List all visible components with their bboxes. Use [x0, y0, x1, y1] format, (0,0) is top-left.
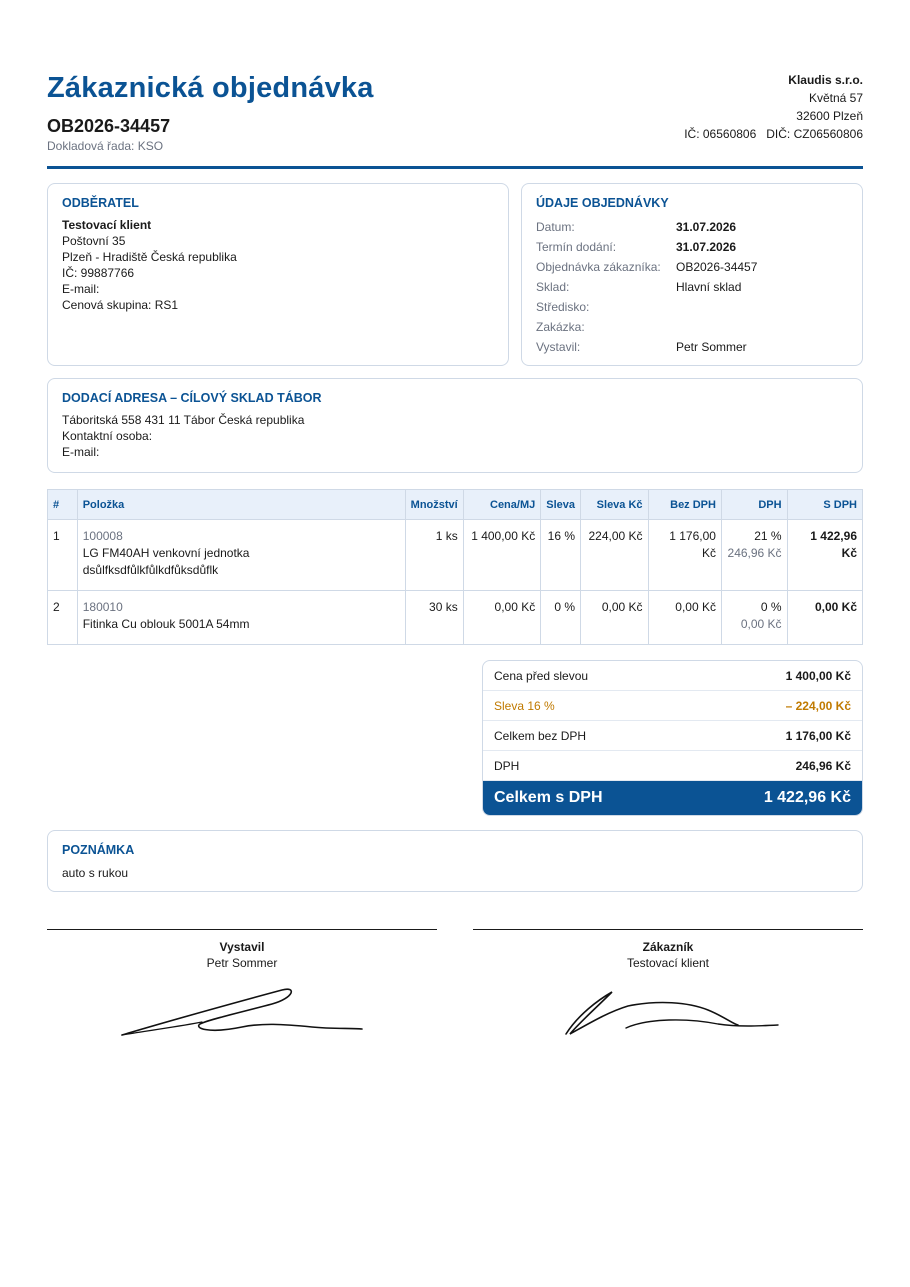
company-city: 32600 Plzeň — [796, 109, 863, 123]
header-divider — [47, 166, 863, 169]
row-discount: 16 % — [541, 520, 581, 591]
customer-title: ODBĚRATEL — [62, 196, 139, 210]
row-discount-amount: 0,00 Kč — [581, 591, 649, 645]
total-value: – 224,00 Kč — [785, 698, 851, 713]
order-row-delivery-date — [536, 237, 848, 257]
column-header: DPH — [721, 490, 787, 520]
grand-total-value: 1 422,96 Kč — [763, 789, 851, 806]
column-header: Bez DPH — [648, 490, 721, 520]
signature-customer — [473, 929, 863, 1042]
total-before-discount — [483, 661, 862, 691]
row-gross: 0,00 Kč — [787, 591, 862, 645]
signature-name: Testovací klient — [626, 956, 710, 970]
total-label: DPH — [494, 758, 520, 773]
row-net: 1 176,00 Kč — [648, 520, 721, 591]
delivery-email: E-mail: — [62, 445, 100, 459]
column-header: Cena/MJ — [463, 490, 541, 520]
row-unit-price: 1 400,00 Kč — [463, 520, 541, 591]
vat-amount: 0,00 Kč — [740, 617, 782, 631]
customer-ic: IČ: 99887766 — [62, 266, 135, 280]
row-vat — [721, 520, 787, 591]
total-vat — [483, 751, 862, 781]
handwritten-signature-icon — [112, 980, 372, 1042]
delivery-address: Táboritská 558 431 11 Tábor Česká republika — [62, 413, 305, 427]
item-code: 180010 — [82, 600, 123, 614]
row-gross: 1 422,96 Kč — [787, 520, 862, 591]
page-title: Zákaznická objednávka — [47, 72, 374, 104]
order-value: 31.07.2026 — [676, 220, 737, 234]
note-text: auto s rukou — [62, 866, 129, 880]
order-label: Termín dodání: — [536, 240, 617, 254]
order-label: Vystavil: — [536, 340, 581, 354]
order-info-title: ÚDAJE OBJEDNÁVKY — [536, 196, 669, 210]
delivery-title: DODACÍ ADRESA – CÍLOVÝ SKLAD TÁBOR — [62, 391, 322, 405]
total-label: Sleva 16 % — [494, 698, 555, 713]
item-name: LG FM40AH venkovní jednotka — [82, 546, 250, 560]
signature-role: Vystavil — [219, 940, 265, 954]
total-value: 1 176,00 Kč — [785, 728, 851, 743]
vat-rate: 0 % — [760, 600, 782, 614]
vat-amount: 246,96 Kč — [727, 546, 782, 560]
row-net: 0,00 Kč — [648, 591, 721, 645]
signature-line — [473, 929, 863, 930]
item-name: Fitinka Cu oblouk 5001A 54mm — [82, 617, 250, 631]
row-index: 2 — [48, 591, 78, 645]
row-item — [77, 520, 405, 591]
table-row — [48, 520, 863, 591]
document-series: Dokladová řada: KSO — [47, 139, 164, 153]
item-description: dsůlfksdfůlkfůlkdfůksdůflk — [82, 563, 219, 577]
company-ids — [674, 125, 863, 143]
vat-rate: 21 % — [754, 529, 782, 543]
customer-city: Plzeň - Hradiště Česká republika — [62, 250, 237, 264]
row-discount: 0 % — [541, 591, 581, 645]
row-quantity: 30 ks — [405, 591, 463, 645]
total-label: Cena před slevou — [494, 668, 589, 683]
order-label: Datum: — [536, 220, 575, 234]
note-title: POZNÁMKA — [62, 843, 135, 857]
customer-email: E-mail: — [62, 282, 100, 296]
company-dic: DIČ: CZ06560806 — [766, 127, 863, 141]
order-row-customer-order — [536, 257, 848, 277]
total-label: Celkem bez DPH — [494, 728, 587, 743]
company-name: Klaudis s.r.o. — [788, 73, 863, 87]
item-code: 100008 — [82, 529, 123, 543]
row-item — [77, 591, 405, 645]
total-discount — [483, 691, 862, 721]
grand-total-label: Celkem s DPH — [494, 789, 603, 806]
delivery-address-box — [47, 378, 863, 473]
customer-box — [47, 183, 509, 366]
column-header: Položka — [77, 490, 405, 520]
company-street: Květná 57 — [808, 91, 863, 105]
order-row-job — [536, 317, 848, 337]
order-info-box — [521, 183, 863, 366]
company-ic: IČ: 06560806 — [684, 127, 757, 141]
row-vat — [721, 591, 787, 645]
delivery-contact: Kontaktní osoba: — [62, 429, 153, 443]
note-box — [47, 830, 863, 892]
order-value: Hlavní sklad — [676, 280, 742, 294]
order-row-date — [536, 217, 848, 237]
document-number: OB2026-34457 — [47, 116, 171, 136]
order-label: Sklad: — [536, 280, 570, 294]
items-table — [47, 489, 863, 645]
order-value: OB2026-34457 — [676, 260, 758, 274]
total-value: 246,96 Kč — [795, 758, 851, 773]
order-row-issued-by — [536, 337, 848, 357]
column-header: Sleva Kč — [581, 490, 649, 520]
column-header: Množství — [405, 490, 463, 520]
company-info — [674, 71, 863, 143]
order-value: 31.07.2026 — [676, 240, 737, 254]
column-header: # — [48, 490, 78, 520]
order-label: Středisko: — [536, 300, 590, 314]
total-grand — [483, 781, 862, 815]
row-unit-price: 0,00 Kč — [463, 591, 541, 645]
totals-summary — [482, 660, 863, 816]
handwritten-signature-icon — [548, 980, 788, 1042]
order-label: Zakázka: — [536, 320, 585, 334]
signature-name: Petr Sommer — [206, 956, 278, 970]
row-discount-amount: 224,00 Kč — [581, 520, 649, 591]
order-value: Petr Sommer — [676, 340, 747, 354]
column-header: Sleva — [541, 490, 581, 520]
total-value: 1 400,00 Kč — [785, 668, 851, 683]
table-header-row — [48, 490, 863, 520]
total-net — [483, 721, 862, 751]
document-header — [47, 70, 863, 170]
customer-price-group: Cenová skupina: RS1 — [62, 298, 179, 312]
order-row-center — [536, 297, 848, 317]
signature-issuer — [47, 929, 437, 1042]
table-row — [48, 591, 863, 645]
customer-name: Testovací klient — [62, 218, 152, 232]
signature-line — [47, 929, 437, 930]
signature-role: Zákazník — [642, 940, 694, 954]
column-header: S DPH — [787, 490, 862, 520]
order-label: Objednávka zákazníka: — [536, 260, 661, 274]
order-row-warehouse — [536, 277, 848, 297]
row-quantity: 1 ks — [405, 520, 463, 591]
row-index: 1 — [48, 520, 78, 591]
customer-street: Poštovní 35 — [62, 234, 126, 248]
